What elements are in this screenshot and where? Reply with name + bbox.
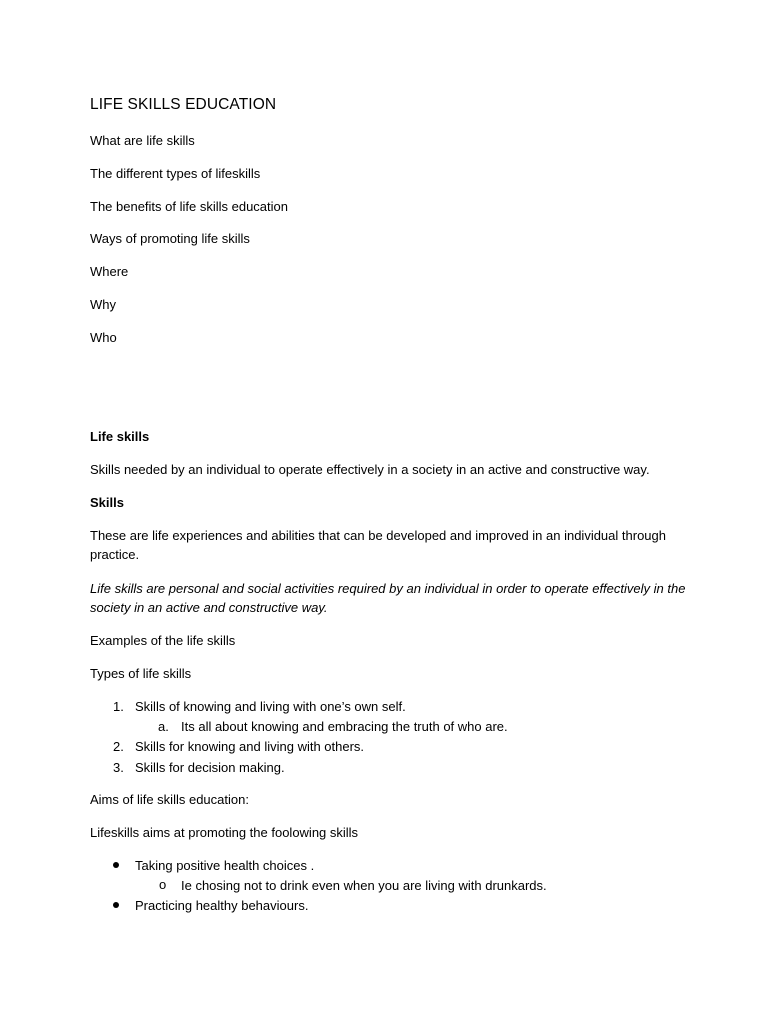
aims-intro: Lifeskills aims at promoting the foolowing skills: [90, 825, 359, 840]
bullet-item: Taking positive health choices .: [135, 858, 315, 873]
italic-definition-line: Life skills are personal and social activities required by an individual in order to operate effectively in the: [90, 581, 686, 596]
outline-item: Where: [90, 264, 129, 279]
bullet-icon: [113, 902, 119, 908]
sub-bullet-item: Ie chosing not to drink even when you are living with drunkards.: [181, 878, 547, 893]
life-skills-definition: Skills needed by an individual to operate effectively in a society in an active and constructive way.: [90, 462, 650, 477]
list-number: 1.: [113, 699, 124, 714]
section-heading-skills: Skills: [90, 495, 124, 510]
outline-item: Why: [90, 297, 116, 312]
bullet-item: Practicing healthy behaviours.: [135, 898, 309, 913]
aims-heading: Aims of life skills education:: [90, 792, 249, 807]
list-number: 2.: [113, 739, 124, 754]
outline-item: What are life skills: [90, 133, 195, 148]
outline-item: Who: [90, 330, 117, 345]
outline-item: Ways of promoting life skills: [90, 231, 250, 246]
list-item: Skills of knowing and living with one’s own self.: [135, 699, 406, 714]
sublist-marker: a.: [158, 719, 169, 734]
bullet-icon: [113, 862, 119, 868]
outline-item: The benefits of life skills education: [90, 199, 288, 214]
skills-definition-line: practice.: [90, 547, 140, 562]
document-title: LIFE SKILLS EDUCATION: [90, 96, 277, 113]
list-item: Skills for knowing and living with others.: [135, 739, 365, 754]
examples-line: Examples of the life skills: [90, 633, 236, 648]
skills-definition-line: These are life experiences and abilities that can be developed and improved in an individual through: [90, 528, 666, 543]
sub-bullet-marker: o: [159, 877, 167, 892]
outline-item: The different types of lifeskills: [90, 166, 261, 181]
list-number: 3.: [113, 760, 124, 775]
sublist-item: Its all about knowing and embracing the truth of who are.: [181, 719, 508, 734]
list-item: Skills for decision making.: [135, 760, 285, 775]
types-line: Types of life skills: [90, 666, 192, 681]
section-heading-life-skills: Life skills: [90, 429, 150, 444]
italic-definition-line: society in an active and constructive way.: [90, 600, 328, 615]
